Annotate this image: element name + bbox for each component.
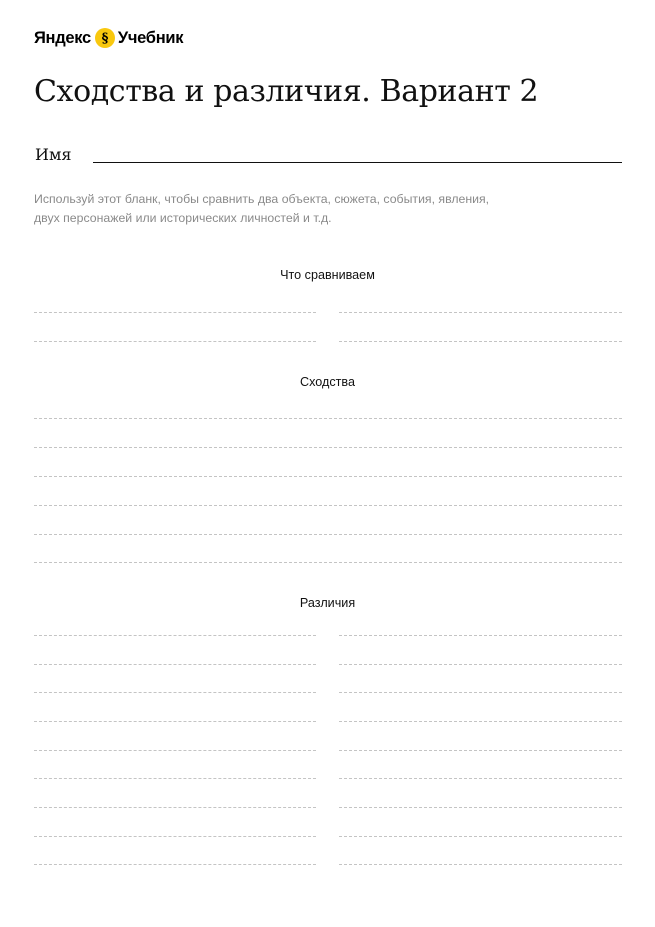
logo-brand-right: Учебник — [117, 28, 184, 47]
differences-line-right — [339, 721, 622, 722]
differences-line-left — [34, 750, 316, 751]
differences-line-right — [339, 692, 622, 693]
differences-heading: Различия — [299, 596, 356, 610]
differences-line-right — [339, 836, 622, 837]
similarities-heading: Сходства — [300, 375, 355, 389]
differences-line-left — [34, 778, 316, 779]
differences-line-left — [34, 635, 316, 636]
differences-line-right — [339, 864, 622, 865]
differences-line-left — [34, 807, 316, 808]
differences-line-left — [34, 721, 316, 722]
differences-line-right — [339, 807, 622, 808]
similarities-line — [34, 476, 622, 477]
similarities-line — [34, 418, 622, 419]
yandex-textbook-logo — [34, 27, 183, 49]
logo-section-icon: § — [95, 28, 115, 48]
compare-line-left — [34, 341, 316, 342]
similarities-line — [34, 534, 622, 535]
logo-brand-left: Яндекс — [34, 28, 91, 47]
differences-line-right — [339, 778, 622, 779]
differences-line-left — [34, 864, 316, 865]
compare-line-right — [339, 341, 622, 342]
compare-heading: Что сравниваем — [280, 268, 375, 282]
differences-line-right — [339, 664, 622, 665]
differences-line-left — [34, 836, 316, 837]
differences-line-left — [34, 664, 316, 665]
similarities-line — [34, 505, 622, 506]
compare-line-left — [34, 312, 316, 313]
similarities-line — [34, 447, 622, 448]
differences-line-right — [339, 750, 622, 751]
compare-line-right — [339, 312, 622, 313]
differences-line-left — [34, 692, 316, 693]
similarities-line — [34, 562, 622, 563]
instructions-text: Используй этот бланк, чтобы сравнить два объекта, сюжета, события, явления, двух персонажей или исторических личностей и т.д. — [34, 192, 490, 225]
differences-line-right — [339, 635, 622, 636]
name-field-line — [93, 162, 622, 163]
page-title: Сходства и различия. Вариант 2 — [34, 74, 539, 109]
name-label: Имя — [35, 145, 72, 164]
